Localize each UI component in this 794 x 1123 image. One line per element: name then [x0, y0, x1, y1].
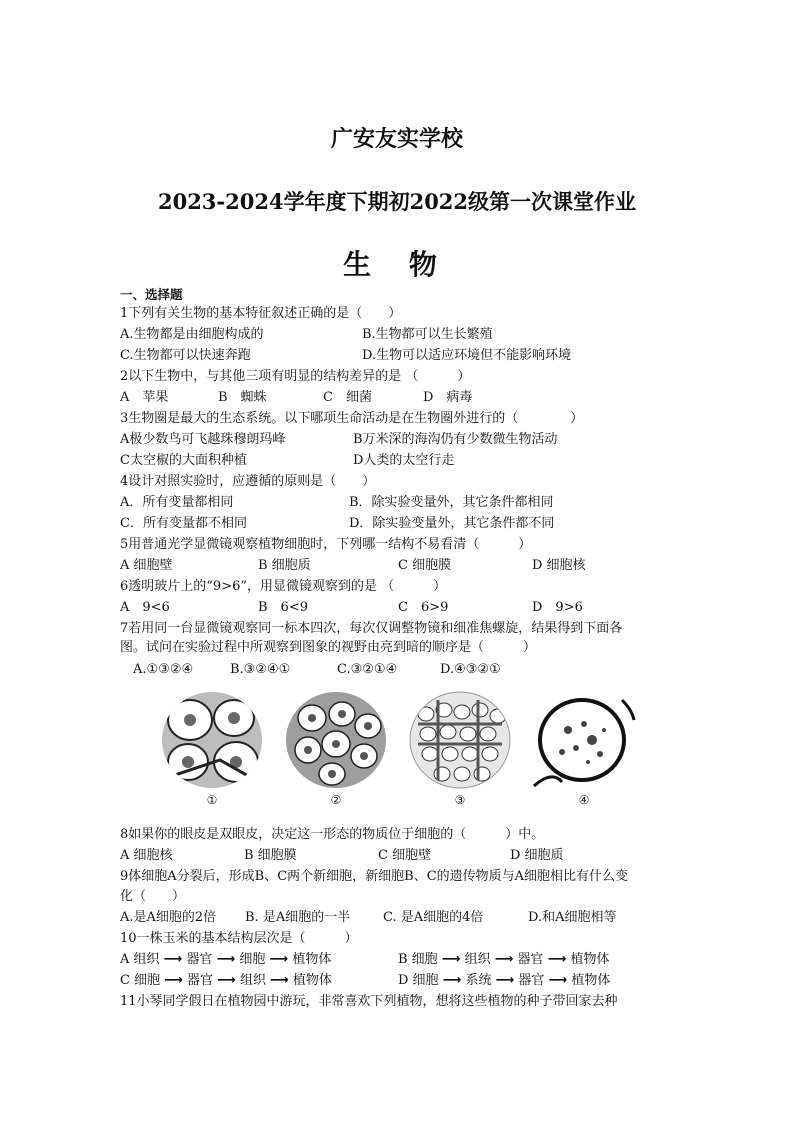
option-text: 器官 — [187, 973, 214, 988]
option: A 9<6 — [120, 600, 170, 615]
option: D.生物可以适应环境但不能影响环境 — [362, 348, 572, 363]
option: B. 是A细胞的一半 — [245, 910, 351, 925]
option-a — [120, 952, 331, 968]
microscope-view-2 — [284, 690, 388, 807]
question-stem: 6透明玻片上的“9>6”，用显微镜观察到的是 （ ） — [120, 579, 447, 594]
option-text: A 组织 — [120, 952, 160, 967]
option-c — [120, 973, 332, 989]
option: A 苹果 — [120, 390, 169, 405]
option-text: 植物体 — [571, 973, 611, 988]
option: D 病毒 — [423, 390, 473, 405]
arrow-right-icon: ⟶ — [270, 973, 289, 988]
option: B.生物都可以生长繁殖 — [362, 327, 493, 342]
assignment-title: 2023-2024学年度下期初2022级第一次课堂作业 — [157, 189, 637, 214]
question-stem: 7若用同一台显微镜观察同一标本四次，每次仅调整物镜和细准焦螺旋，结果得到下面各 — [120, 621, 623, 636]
figure-label: ④ — [578, 793, 590, 807]
question-stem-cont: 图。试问在实验过程中所观察到图象的视野由亮到暗的顺序是（ ） — [120, 640, 537, 655]
microscope-view-1 — [160, 690, 264, 807]
option-text: 组织 — [464, 952, 491, 967]
arrow-right-icon: ⟶ — [494, 952, 514, 967]
question-stem: 9体细胞A分裂后，形成B、C两个新细胞，新细胞B、C的遗传物质与A细胞相比有什么变 — [120, 869, 629, 884]
microscope-view-4 — [532, 690, 636, 807]
figure-label: ③ — [454, 793, 466, 807]
option-text: 植物体 — [292, 973, 332, 988]
arrow-right-icon: ⟶ — [547, 952, 567, 967]
question-stem: 1下列有关生物的基本特征叙述正确的是（ ） — [120, 306, 402, 321]
microscope-figures — [160, 690, 640, 810]
option: D人类的太空行走 — [353, 453, 455, 468]
option-text: 器官 — [186, 952, 213, 967]
option-b — [398, 952, 610, 968]
figure-label: ② — [330, 793, 342, 807]
option: A.①③②④ — [133, 662, 194, 677]
option: C 细胞膜 — [398, 558, 452, 573]
option: D 9>6 — [532, 600, 583, 615]
arrow-right-icon: ⟶ — [164, 973, 183, 988]
question-stem: 4设计对照实验时，应遵循的原则是（ ） — [120, 474, 376, 489]
question-stem: 3生物圈是最大的生态系统。以下哪项生命活动是在生物圈外进行的（ ） — [120, 411, 584, 426]
option: B 蜘蛛 — [218, 390, 267, 405]
option-text: 细胞 — [239, 952, 266, 967]
option: C太空椒的大面积种植 — [120, 453, 247, 468]
option: C 细菌 — [323, 390, 372, 405]
question-stem: 10一株玉米的基本结构层次是（ ） — [120, 931, 358, 946]
option: B 6<9 — [258, 600, 308, 615]
arrow-right-icon: ⟶ — [442, 973, 462, 988]
option: A.生物都是由细胞构成的 — [120, 327, 264, 342]
option-text: C 细胞 — [120, 973, 161, 988]
option-text: D 细胞 — [398, 973, 439, 988]
option: A极少数鸟可飞越珠穆朗玛峰 — [120, 432, 286, 447]
arrow-right-icon: ⟶ — [441, 952, 461, 967]
question-stem: 5用普通光学显微镜观察植物细胞时，下列哪一结构不易看清（ ） — [120, 537, 532, 552]
option: A．所有变量都相同 — [120, 495, 234, 510]
question-stem: 11小琴同学假日在植物园中游玩，非常喜欢下列植物，想将这些植物的种子带回家去种 — [120, 994, 618, 1009]
option: A 细胞核 — [120, 848, 173, 863]
question-stem: 2以下生物中，与其他三项有明显的结构差异的是 （ ） — [120, 369, 471, 384]
arrow-right-icon: ⟶ — [548, 973, 568, 988]
option: D.和A细胞相等 — [528, 910, 617, 925]
option: C.③②①④ — [337, 662, 398, 677]
option-d — [398, 973, 610, 989]
option: D．除实验变量外，其它条件都不同 — [349, 516, 555, 531]
option-text: 系统 — [465, 973, 492, 988]
question-stem: 8如果你的眼皮是双眼皮，决定这一形态的物质位于细胞的（ ）中。 — [120, 827, 545, 842]
option: C 6>9 — [398, 600, 449, 615]
option: A.是A细胞的2倍 — [120, 910, 217, 925]
option-text: 器官 — [518, 973, 545, 988]
option: B万米深的海沟仍有少数微生物活动 — [353, 432, 558, 447]
subject-title: 生 物 — [343, 248, 451, 281]
figure-label: ① — [206, 793, 218, 807]
question-stem-cont: 化（ ） — [120, 889, 186, 904]
arrow-right-icon: ⟶ — [269, 952, 289, 967]
option: B.③②④① — [230, 662, 291, 677]
option: C．所有变量都不相同 — [120, 516, 247, 531]
microscope-view-3 — [408, 690, 512, 807]
option-text: 器官 — [517, 952, 544, 967]
option-text: B 细胞 — [398, 952, 438, 967]
option-text: 植物体 — [292, 952, 332, 967]
option: C.生物都可以快速奔跑 — [120, 348, 251, 363]
arrow-right-icon: ⟶ — [163, 952, 183, 967]
option: D 细胞质 — [510, 848, 564, 863]
option: C 细胞壁 — [378, 848, 432, 863]
arrow-right-icon: ⟶ — [217, 973, 236, 988]
option: B 细胞质 — [258, 558, 311, 573]
arrow-right-icon: ⟶ — [216, 952, 236, 967]
section-title: 一、选择题 — [120, 287, 183, 302]
option: B．除实验变量外，其它条件都相同 — [349, 495, 554, 510]
option: A 细胞壁 — [120, 558, 173, 573]
arrow-right-icon: ⟶ — [495, 973, 515, 988]
school-title: 广安友实学校 — [330, 126, 463, 152]
option-text: 组织 — [239, 973, 266, 988]
option: D 细胞核 — [532, 558, 586, 573]
option: C. 是A细胞的4倍 — [383, 910, 484, 925]
option-text: 植物体 — [570, 952, 610, 967]
option: D.④③②① — [440, 662, 501, 677]
option: B 细胞膜 — [244, 848, 297, 863]
